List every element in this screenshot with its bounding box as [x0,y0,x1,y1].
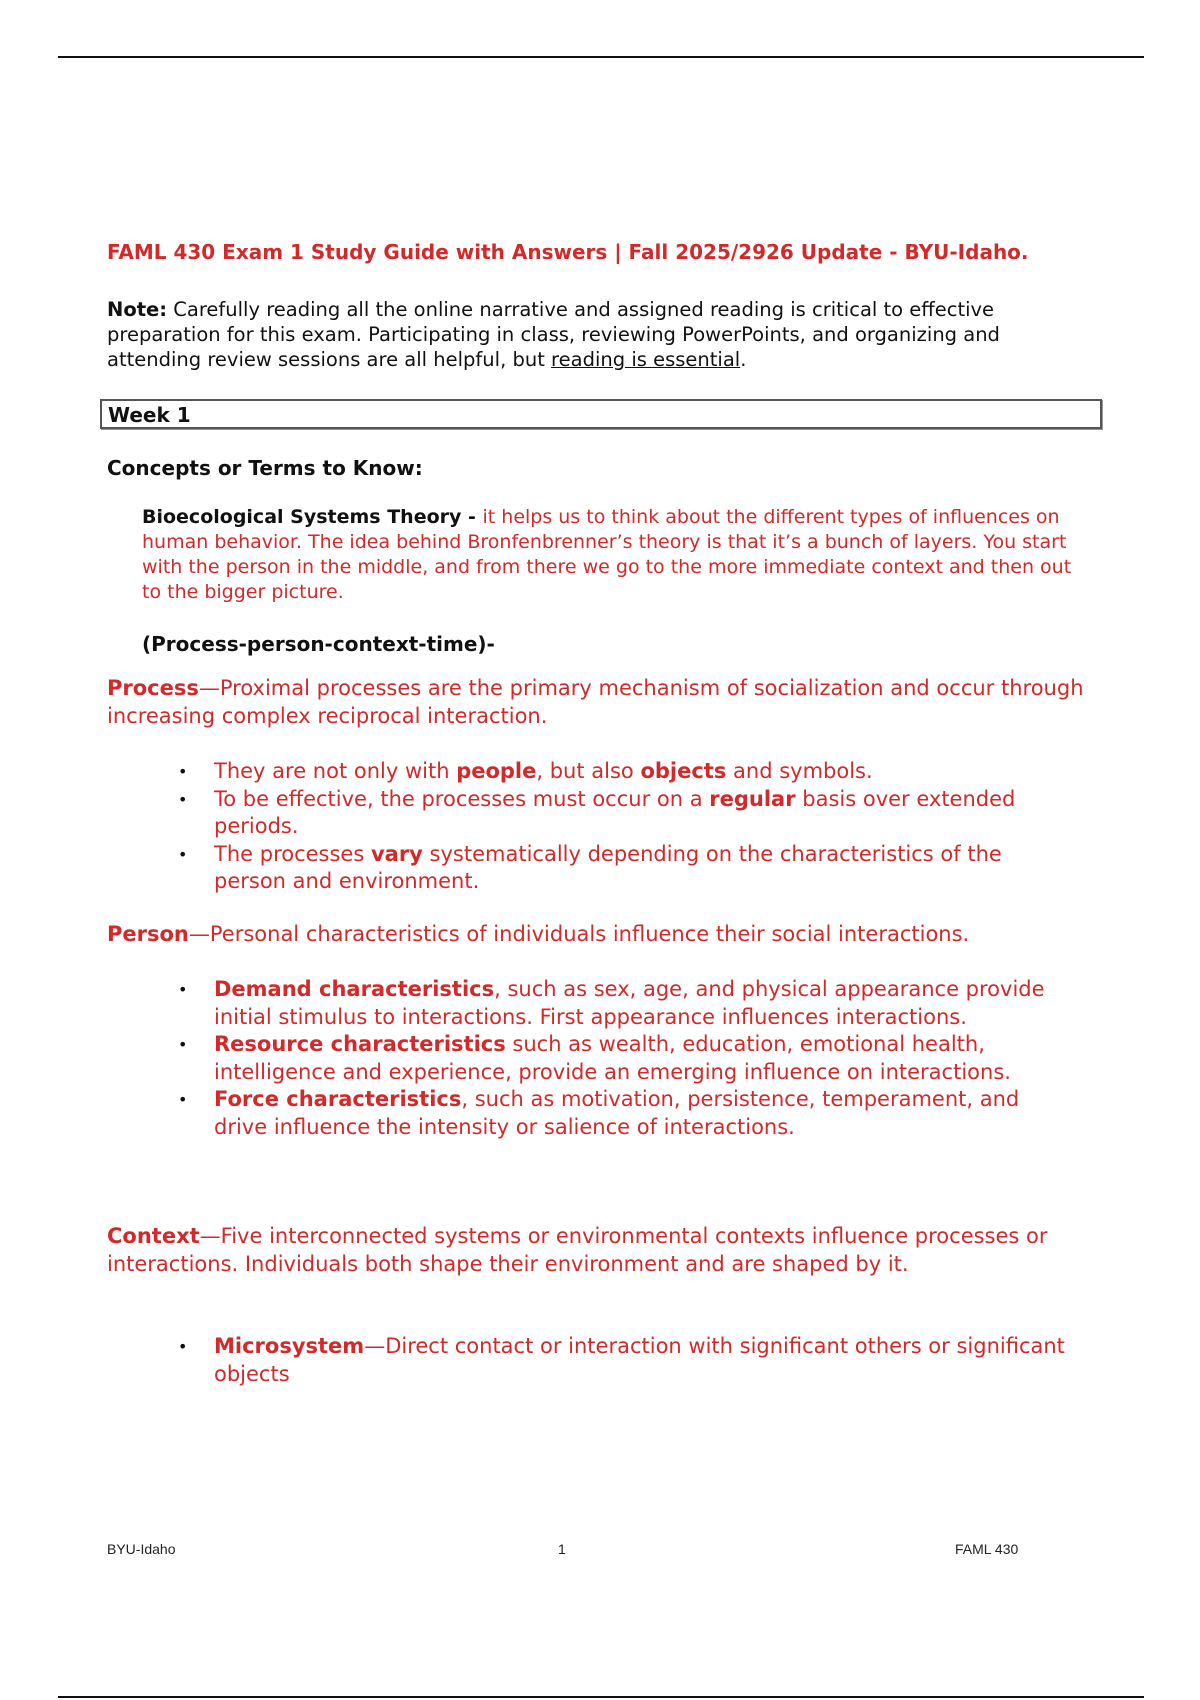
context-term: Context [107,1224,200,1248]
list-item: • The processes vary systematically depending on the characteristics of the person and environment. [178,841,1078,896]
list-item: • Resource characteristics such as wealth, education, emotional health, intelligence and experience, provide an emerging influence on interactions. [178,1031,1078,1086]
context-def: —Five interconnected systems or environmental contexts influence processes or interactions. Individuals both shape their environment and are shaped by it. [107,1224,1048,1276]
process-term: Process [107,676,199,700]
note-end: . [740,348,747,371]
note-text: Carefully reading all the online narrative and assigned reading is critical to effective preparation for this exam. Participating in class, reviewing PowerPoints, and organizing and attending review sessions are all helpful, but [107,298,1000,371]
note-label: Note: [107,298,168,321]
footer-right: FAML 430 [955,1541,1019,1557]
week-heading: Week 1 [108,403,191,427]
context-bullets [178,1333,1078,1388]
note-underlined: reading is essential [551,348,741,371]
person-def: —Personal characteristics of individuals influence their social interactions. [188,922,970,946]
week-heading-box [100,399,1102,429]
list-item: • They are not only with people, but also objects and symbols. [178,758,1078,786]
person-bullets [178,976,1078,1141]
bioecological-definition [142,505,1072,605]
process-paragraph [107,674,1097,730]
page-number: 1 [558,1541,566,1557]
document-title: FAML 430 Exam 1 Study Guide with Answers | Fall 2025/2926 Update - BYU-Idaho. [107,240,1029,264]
ppct-heading: (Process-person-context-time)- [142,632,495,656]
list-item: • Force characteristics, such as motivation, persistence, temperament, and drive influence the intensity or salience of interactions. [178,1086,1078,1141]
person-paragraph [107,920,1097,948]
footer-left: BYU-Idaho [107,1541,176,1557]
person-term: Person [107,922,189,946]
bio-term: Bioecological Systems Theory - [142,506,483,528]
list-item: • Microsystem—Direct contact or interaction with significant others or significant objects [178,1333,1078,1388]
list-item: • To be effective, the processes must occur on a regular basis over extended periods. [178,786,1078,841]
process-bullets [178,758,1078,896]
top-rule [58,56,1144,58]
note-paragraph [107,297,1067,372]
context-paragraph [107,1222,1097,1278]
concepts-heading: Concepts or Terms to Know: [107,456,423,480]
list-item: • Demand characteristics, such as sex, age, and physical appearance provide initial stimulus to interactions. First appearance influences interactions. [178,976,1078,1031]
bio-def: it helps us to think about the different types of influences on human behavior. The idea behind Bronfenbrenner’s theory is that it’s a bunch of layers. You start with the person in the middle, and from there we go to the more immediate context and then out to the bigger picture. [142,506,1072,603]
process-def: —Proximal processes are the primary mechanism of socialization and occur through increasing complex reciprocal interaction. [107,676,1084,728]
bottom-rule [58,1696,1144,1698]
